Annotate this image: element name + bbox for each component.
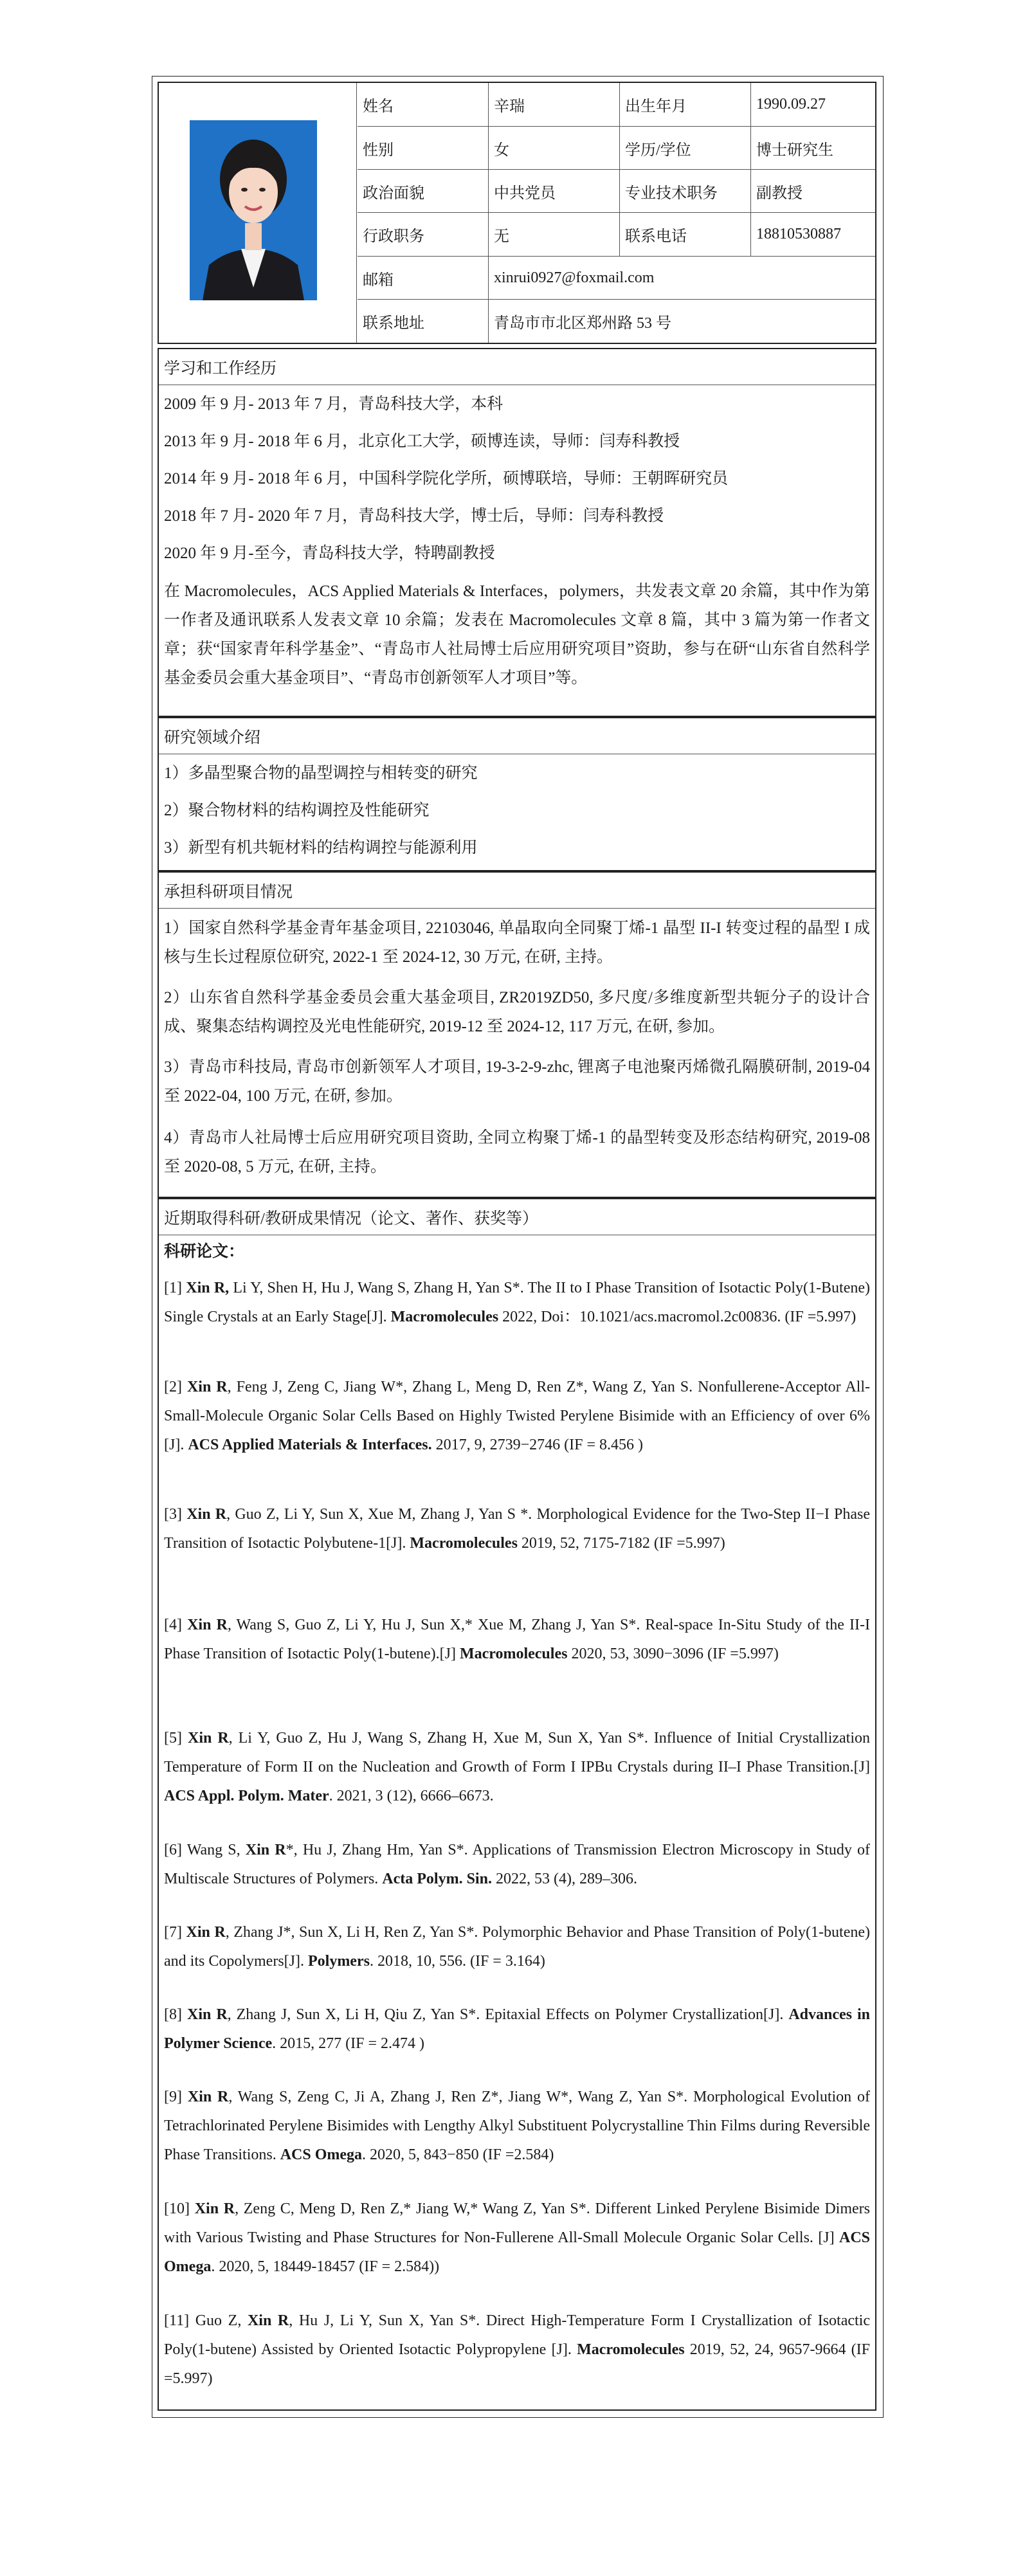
project-item: 3）青岛市科技局, 青岛市创新领军人才项目, 19-3-2-9-zhc, 锂离子电池聚丙烯微孔隔膜研制, 2019-04 至 2022-04, 100 万元, 在研, 参加。 [164,1058,870,1105]
projects-section [158,871,876,1198]
paper-item: [11] Guo Z, Xin R, Hu J, Li Y, Sun X, Yan S*. Direct High-Temperature Form I Crystallization of Isotactic Poly(1-butene) Assisted by Oriented Isotactic Polypropylene [J]. Macromolecules 2019, 52, 24, 9657-9664 (IF =5.997) [164,2312,870,2387]
profile-table [158,82,876,344]
research-item: 2）聚合物材料的结构调控及性能研究 [164,802,430,819]
title-value: 副教授 [751,170,875,213]
admin-value: 无 [489,213,620,257]
experience-section [158,348,876,717]
paper-item: [6] Wang S, Xin R*, Hu J, Zhang Hm, Yan S*. Applications of Transmission Electron Microscopy in Study of Multiscale Structures of Polymers. Acta Polym. Sin. 2022, 53 (4), 289–306. [164,1842,871,1887]
paper-item: [10] Xin R, Zeng C, Meng D, Ren Z,* Jiang W,* Wang Z, Yan S*. Different Linked Perylene Bisimide Dimers with Various Twisting and Phase Structures for Non-Fullerene All-Small Molecule Organic Solar Cells. [J] ACS Omega. 2020, 5, 18449-18457 (IF = 2.584)) [164,2200,871,2275]
achievements-section [158,1198,876,2411]
experience-item: 2018 年 7 月- 2020 年 7 月，青岛科技大学，博士后，导师：闫寿科教授 [164,507,664,525]
project-item: 1）国家自然科学基金青年基金项目, 22103046, 单晶取向全同聚丁烯-1 晶型 II-I 转变过程的晶型 I 成核与生长过程原位研究, 2022-1 至 2024-12, 30 万元, 在研, 主持。 [164,920,870,966]
paper-item: [9] Xin R, Wang S, Zeng C, Ji A, Zhang J, Ren Z*, Jiang W*, Wang Z, Yan S*. Morphological Evolution of Tetrachlorinated Perylene Bisimides with Lengthy Alkyl Substituent Polycrystalline Thin Films during Reversible Phase Transitions. ACS Omega. 2020, 5, 843−850 (IF =2.584) [164,2089,871,2163]
address-value: 青岛市市北区郑州路 53 号 [494,315,671,332]
email-label: 邮箱 [358,257,489,300]
profile-photo [190,120,317,300]
paper-item: [8] Xin R, Zhang J, Sun X, Li H, Qiu Z, Yan S*. Epitaxial Effects on Polymer Crystallization[J]. Advances in Polymer Science. 2015, 277 (IF = 2.474 ) [164,2006,871,2052]
email-value: xinrui0927@foxmail.com [489,257,875,300]
project-item: 4）青岛市人社局博士后应用研究项目资助, 全同立构聚丁烯-1 的晶型转变及形态结构研究, 2019-08 至 2020-08, 5 万元, 在研, 主持。 [164,1129,870,1175]
project-item: 2）山东省自然科学基金委员会重大基金项目, ZR2019ZD50, 多尺度/多维度新型共轭分子的设计合成、聚集态结构调控及光电性能研究, 2019-12 至 2024-12, 117 万元, 在研, 参加。 [164,989,870,1035]
experience-item: 2013 年 9 月- 2018 年 6 月，北京化工大学，硕博连读，导师：闫寿科教授 [164,433,680,450]
gender-label: 性别 [358,127,489,170]
resume-frame [152,76,884,2418]
paper-item: [2] Xin R, Feng J, Zeng C, Jiang W*, Zhang L, Meng D, Ren Z*, Wang Z, Yan S. Nonfullerene-Acceptor All-Small-Molecule Organic Solar Cells Based on Highly Twisted Perylene Bisimide with an Efficiency of over 6%[J]. ACS Applied Materials & Interfaces. 2017, 9, 2739−2746 (IF = 8.456 ) [164,1379,870,1453]
political-value: 中共党员 [489,170,620,213]
research-title: 研究领域介绍 [159,718,875,754]
name-label: 姓名 [358,83,489,127]
research-item: 3）新型有机共轭材料的结构调控与能源利用 [164,839,478,857]
phone-value: 18810530887 [751,213,875,257]
experience-item: 2009 年 9 月- 2013 年 7 月，青岛科技大学，本科 [164,395,503,413]
paper-item: [3] Xin R, Guo Z, Li Y, Sun X, Xue M, Zhang J, Yan S *. Morphological Evidence for the Two-Step II−I Phase Transition of Isotactic Polybutene-1[J]. Macromolecules 2019, 52, 7175-7182 (IF =5.997) [164,1506,871,1552]
edu-label: 学历/学位 [620,127,751,170]
admin-label: 行政职务 [358,213,489,257]
papers-subtitle: 科研论文： [164,1243,245,1260]
paper-item: [4] Xin R, Wang S, Guo Z, Li Y, Hu J, Sun X,* Xue M, Zhang J, Yan S*. Real-space In-Situ Study of the II-I Phase Transition of Isotactic Poly(1-butene).[J] Macromolecules 2020, 53, 3090−3096 (IF =5.997) [164,1617,870,1662]
birth-value: 1990.09.27 [751,83,875,127]
birth-label: 出生年月 [620,83,751,127]
research-item: 1）多晶型聚合物的晶型调控与相转变的研究 [164,765,478,782]
paper-item: [5] Xin R, Li Y, Guo Z, Hu J, Wang S, Zhang H, Xue M, Sun X, Yan S*. Influence of Initial Crystallization Temperature of Form II on the Nucleation and Growth of Form I IPBu Crystals during II–I Phase Transition.[J] ACS Appl. Polym. Mater. 2021, 3 (12), 6666–6673. [164,1730,871,1804]
name-value: 辛瑞 [489,83,620,127]
political-label: 政治面貌 [358,170,489,213]
edu-value: 博士研究生 [751,127,875,170]
experience-item: 2020 年 9 月-至今，青岛科技大学，特聘副教授 [164,545,495,562]
paper-item: [7] Xin R, Zhang J*, Sun X, Li H, Ren Z, Yan S*. Polymorphic Behavior and Phase Transition of Poly(1-butene) and its Copolymers[J]. Polymers. 2018, 10, 556. (IF = 3.164) [164,1924,871,1970]
experience-title: 学习和工作经历 [159,349,875,385]
experience-summary: 在 Macromolecules，ACS Applied Materials & Interfaces，polymers，共发表文章 20 余篇，其中作为第一作者及通讯联系人发表文章 10 余篇；发表在 Macromolecules 文章 8 篇，其中 3 篇为第一作者文章；获“国家青年科学基金”、“青岛市人社局博士后应用研究项目”资助，参与在研“山东省自然科学基金委员会重大基金项目”、“青岛市创新领军人才项目”等。 [164,583,870,687]
projects-title: 承担科研项目情况 [159,873,875,909]
phone-label: 联系电话 [620,213,751,257]
address-label: 联系地址 [358,300,489,343]
paper-item: [1] Xin R, Li Y, Shen H, Hu J, Wang S, Zhang H, Yan S*. The II to I Phase Transition of Isotactic Poly(1-Butene) Single Crystals at an Early Stage[J]. Macromolecules 2022, Doi：10.1021/acs.macromol.2c00836. (IF =5.997) [164,1280,870,1325]
title-label: 专业技术职务 [620,170,751,213]
research-section [158,717,876,871]
experience-item: 2014 年 9 月- 2018 年 6 月，中国科学院化学所，硕博联培，导师：王朝晖研究员 [164,470,729,487]
photo-cell [159,83,357,343]
achievements-title: 近期取得科研/教研成果情况（论文、著作、获奖等） [159,1199,875,1235]
gender-value: 女 [489,127,620,170]
